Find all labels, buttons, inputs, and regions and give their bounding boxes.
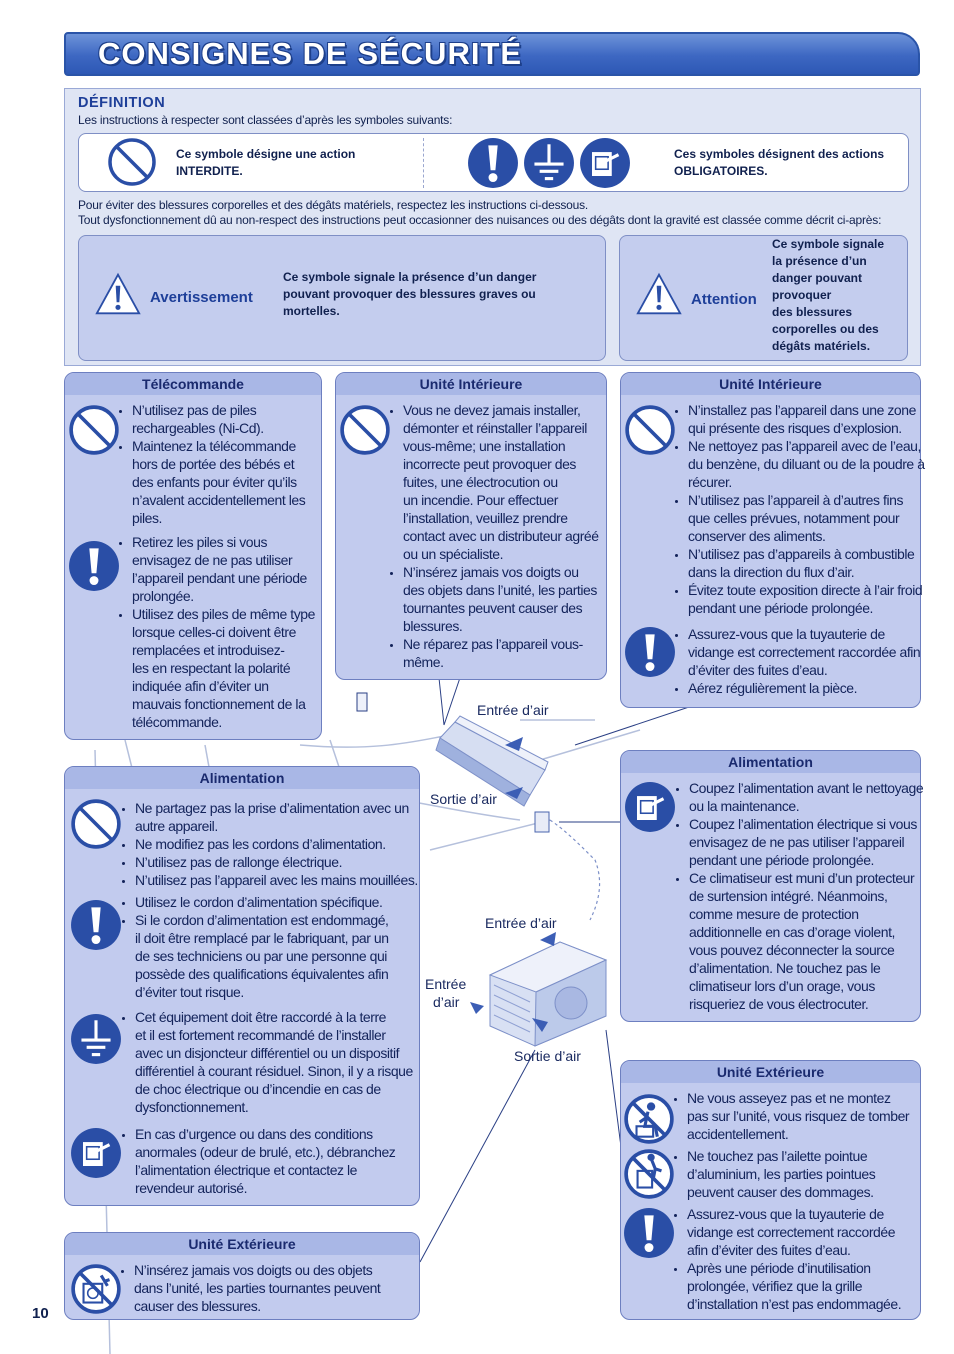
air-inlet-label: Entrée: [425, 976, 467, 992]
legend-divider: [423, 138, 424, 188]
warning-description: [283, 269, 536, 320]
mandatory-icon: [467, 137, 519, 189]
air-inlet-label: Entrée d’air: [485, 915, 557, 931]
caution-line: dégâts matériels.: [772, 339, 871, 353]
mandatory-symbol-text: [674, 146, 884, 180]
bullet-item: • En cas d’urgence ou dans des conditions anormales (odeur de brulé, etc.), débranchez l’alimentation électrique et contactez le revendeur autorisé.: [135, 1125, 395, 1197]
unplug-icon: [70, 1127, 122, 1179]
panel-title: Télécommande: [142, 376, 244, 392]
power1-prohibited-list: [124, 799, 418, 889]
definition-heading: DÉFINITION: [78, 95, 166, 111]
caution-line: danger pouvant: [772, 271, 863, 285]
bullet-item: • Cet équipement doit être raccordé à la terre et il est fortement recommandé de l’installer avec un disjoncteur différentiel ou un dispositif différentiel à courant résiduel. Sinon, il y a risque de choc électrique ou d’incendie en cas de dysfonctionnement.: [135, 1008, 413, 1116]
prohibited-line-1: Ce symbole désigne une action: [176, 147, 356, 161]
prohibited-icon: [107, 137, 157, 187]
panel-header: [621, 751, 920, 773]
mandatory-icon: [68, 540, 120, 592]
bullet-item: • Évitez toute exposition directe à l’air froid pendant une période prolongée.: [688, 581, 925, 617]
outdoor2-notouch-list: [676, 1147, 875, 1201]
panel-title: Alimentation: [728, 754, 813, 770]
prohibited-icon: [624, 404, 676, 456]
bullet-item: • Si le cordon d’alimentation est endommagé, il doit être remplacé par le fabriquant, par un de ses techniciens ou par une personne qui possède des qualifications équivalentes afin d’éviter tout risque.: [135, 911, 389, 1001]
definition-intro: Les instructions à respecter sont classées d’après les symboles suivants:: [78, 113, 453, 127]
panel-title: Unité Extérieure: [188, 1236, 296, 1252]
caution-line: Ce symbole signale: [772, 237, 885, 251]
definition-paragraph-1: Pour éviter des blessures corporelles et des dégâts matériels, respectez les instructions ci-dessous.: [78, 198, 589, 212]
outdoor1-prohibited-list: [123, 1261, 380, 1315]
bullet-item: • N’insérez jamais vos doigts ou des objets dans l’unité, les parties tournantes peuvent causer des blessures.: [403, 563, 599, 635]
definition-paragraph-2: Tout dysfonctionnement dû au non-respect des instructions peut occasionner des nuisances ou des dégâts dont la gravité est classée comme décrit ci-après:: [78, 213, 882, 227]
panel-title: Unité Intérieure: [719, 376, 822, 392]
bullet-item: • Ne modifiez pas les cordons d’alimentation.: [135, 835, 418, 853]
caution-line: des blessures: [772, 305, 853, 319]
page-title: CONSIGNES DE SÉCURITÉ: [98, 36, 523, 71]
panel-title: Alimentation: [199, 770, 285, 786]
panel-header: [621, 373, 920, 395]
air-outlet-label: Sortie d’air: [430, 791, 497, 807]
bullet-item: • Ne vous asseyez pas et ne montez pas sur l’unité, vous risquez de tomber accidentellement.: [687, 1089, 909, 1143]
power1-unplug-list: [124, 1125, 395, 1197]
bullet-item: • Ne nettoyez pas l’appareil avec de l’eau, du benzène, du diluant ou de la poudre à récurer.: [688, 437, 925, 491]
bullet-item: • Aérez régulièrement la pièce.: [688, 679, 920, 697]
no-hands-fan-icon: [70, 1263, 122, 1315]
bullet-item: • Ne partagez pas la prise d’alimentation avec un autre appareil.: [135, 799, 418, 835]
prohibited-icon: [68, 404, 120, 456]
indoor1-prohibited-list: [392, 401, 599, 671]
power1-mandatory-list: [124, 893, 389, 1001]
warning-triangle-icon: [95, 271, 141, 317]
bullet-item: • Utilisez des piles de même type lorsque celles-ci doivent être remplacées et introduisez- les en respectant la polarité indiquée afin d’éviter un mauvais fonctionnement de la télécommande.: [132, 605, 315, 731]
bullet-item: • Vous ne devez jamais installer, démonter et réinstaller l’appareil vous-même; une installation incorrecte peut provoquer des fuites, une électrocution ou un incendie. Pour effectuer l’installation, veuillez prendre contact avec un distributeur agréé ou un spécialiste.: [403, 401, 599, 563]
bullet-item: • Ne réparez pas l’appareil vous- même.: [403, 635, 599, 671]
bullet-item: • N’insérez jamais vos doigts ou des objets dans l’unité, les parties tournantes peuvent causer des blessures.: [134, 1261, 380, 1315]
panel-header: [65, 1233, 419, 1255]
bullet-item: • Maintenez la télécommande hors de portée des bébés et des enfants pour éviter qu’ils n’avalent accidentellement les piles.: [132, 437, 305, 527]
bullet-item: • N’utilisez pas de piles rechargeables (Ni-Cd).: [132, 401, 305, 437]
bullet-item: • Coupez l’alimentation électrique si vous envisagez de ne pas utiliser l’appareil pendant une période prolongée.: [689, 815, 923, 869]
earth-icon: [70, 1013, 122, 1065]
warning-line: Ce symbole signale la présence d’un danger: [283, 270, 537, 284]
bullet-item: • Ne touchez pas l’ailette pointue d’aluminium, les parties pointues peuvent causer des dommages.: [687, 1147, 875, 1201]
panel-header: [336, 373, 606, 395]
earth-icon: [523, 137, 575, 189]
mandatory-icon: [623, 1207, 675, 1259]
bullet-item: • N’utilisez pas d’appareils à combustible dans la direction du flux d’air.: [688, 545, 925, 581]
mandatory-line-2: OBLIGATOIRES.: [674, 164, 768, 178]
warning-line: pouvant provoquer des blessures graves ou: [283, 287, 536, 301]
outdoor2-mandatory-list: [676, 1205, 901, 1313]
warning-label: Avertissement: [150, 289, 253, 306]
caution-label: Attention: [691, 291, 757, 308]
unplug-icon: [624, 781, 676, 833]
bullet-item: • Assurez-vous que la tuyauterie de vidange est correctement raccordée afin d’éviter des fuites d’eau.: [688, 625, 920, 679]
caution-description: [772, 236, 884, 355]
no-sitting-icon: [623, 1093, 675, 1145]
bullet-item: • N’utilisez pas de rallonge électrique.: [135, 853, 418, 871]
power2-unplug-list: [678, 779, 923, 1013]
page-number: 10: [32, 1305, 49, 1322]
caution-line: provoquer: [772, 288, 832, 302]
unplug-icon: [579, 137, 631, 189]
prohibited-icon: [339, 404, 391, 456]
caution-line: la présence d’un: [772, 254, 867, 268]
bullet-item: • N’installez pas l’appareil dans une zone qui présente des risques d’explosion.: [688, 401, 925, 437]
power1-earth-list: [124, 1008, 413, 1116]
bullet-item: • Assurez-vous que la tuyauterie de vidange est correctement raccordée afin d’éviter des fuites d’eau.: [687, 1205, 901, 1259]
remote-mandatory-list: [121, 533, 315, 731]
bullet-item: • N’utilisez pas l’appareil à d’autres fins que celles prévues, notamment pour conserver des aliments.: [688, 491, 925, 545]
mandatory-line-1: Ces symboles désignent des actions: [674, 147, 885, 161]
air-inlet-label: d’air: [433, 994, 460, 1010]
no-touch-fin-icon: [623, 1148, 675, 1200]
panel-header: [621, 1061, 920, 1083]
panel-header: [65, 767, 419, 789]
indoor2-mandatory-list: [677, 625, 920, 697]
remote-prohibited-list: [121, 401, 305, 527]
bullet-item: • Ce climatiseur est muni d’un protecteur de surtension intégré. Néanmoins, comme mesure de protection additionnelle en cas d’orage violent, vous pouvez déconnecter la source d’alimentation. Ne touchez pas le climatiseur lors d’un orage, vous risqueriez de vous électrocuter.: [689, 869, 923, 1013]
prohibited-icon: [70, 798, 122, 850]
air-outlet-label: Sortie d’air: [514, 1048, 581, 1064]
bullet-item: • Retirez les piles si vous envisagez de ne pas utiliser l’appareil pendant une période prolongée.: [132, 533, 315, 605]
mandatory-icon: [70, 899, 122, 951]
bullet-item: • N’utilisez pas l’appareil avec les mains mouillées.: [135, 871, 418, 889]
warning-line: mortelles.: [283, 304, 340, 318]
indoor2-prohibited-list: [677, 401, 925, 617]
bullet-item: • Après une période d’inutilisation prolongée, vérifiez que la grille d’installation n’est pas endommagée.: [687, 1259, 901, 1313]
prohibited-line-2: INTERDITE.: [176, 164, 243, 178]
bullet-item: • Utilisez le cordon d’alimentation spécifique.: [135, 893, 389, 911]
caution-line: corporelles ou des: [772, 322, 879, 336]
bullet-item: • Coupez l’alimentation avant le nettoyage ou la maintenance.: [689, 779, 923, 815]
prohibited-symbol-text: [176, 146, 355, 180]
air-inlet-label: Entrée d’air: [477, 702, 549, 718]
panel-title: Unité Extérieure: [716, 1064, 825, 1080]
panel-header: [65, 373, 321, 395]
caution-triangle-icon: [636, 271, 682, 317]
mandatory-icon: [624, 626, 676, 678]
outdoor2-nosit-list: [676, 1089, 909, 1143]
panel-title: Unité Intérieure: [419, 376, 523, 392]
